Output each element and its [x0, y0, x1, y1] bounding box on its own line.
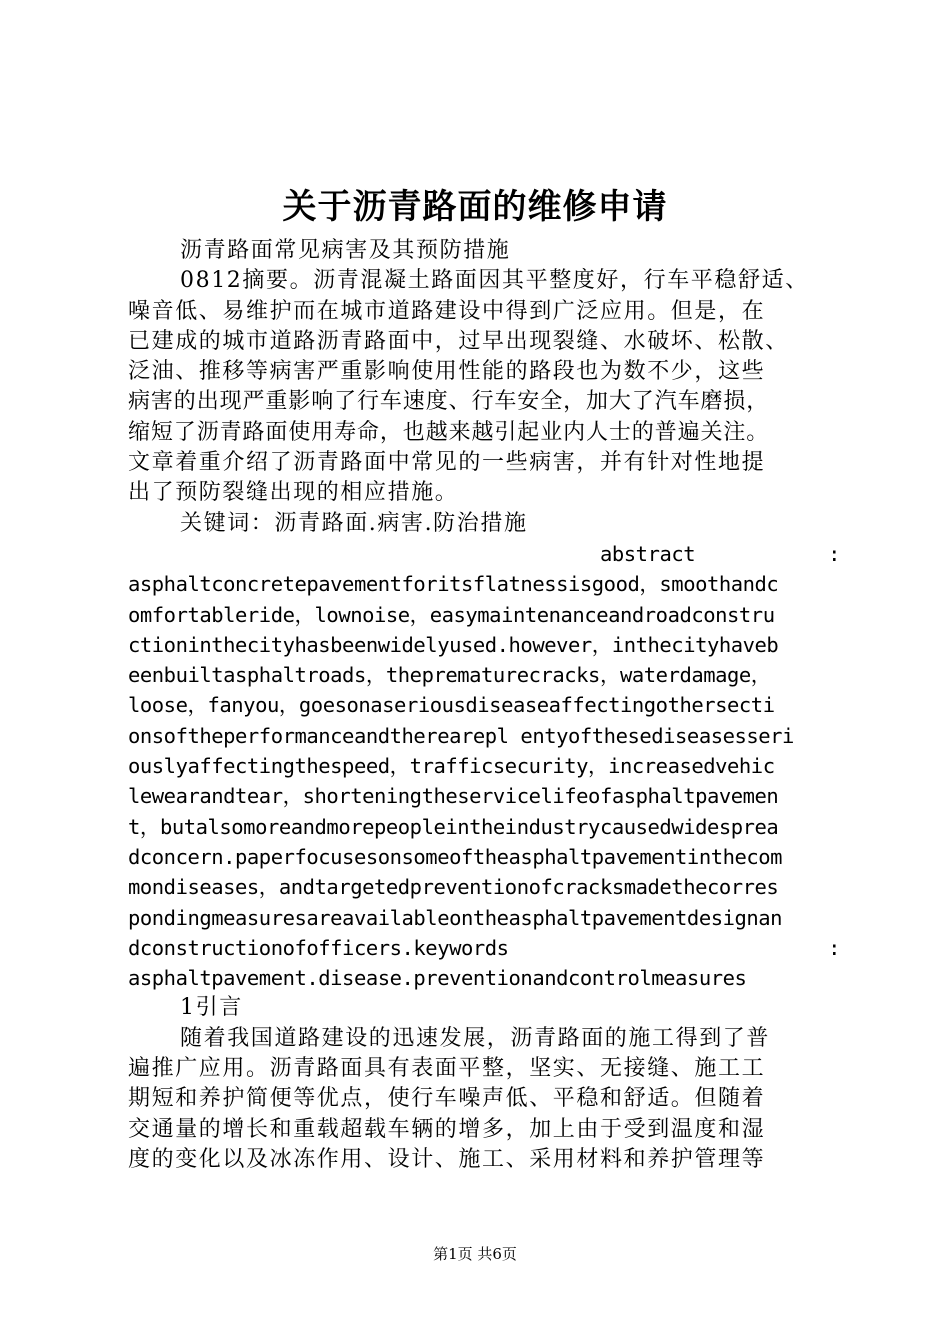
abstract-colon: :: [828, 541, 840, 566]
abstract-line: 出了预防裂缝出现的相应措施。: [128, 480, 459, 506]
subtitle-line: 沥青路面常见病害及其预防措施: [180, 238, 511, 263]
english-line: ctioninthecityhasbeenwidelyused.however，inthecityhaveb: [128, 632, 779, 657]
english-keywords-heading: [128, 933, 840, 963]
section-heading: 1引言: [180, 995, 243, 1021]
body-line: 交通量的增长和重载超载车辆的增多，加上由于受到温度和湿: [128, 1116, 766, 1142]
body-line: 期短和养护简便等优点，使行车噪声低、平稳和舒适。但随着: [128, 1086, 766, 1112]
page-footer: 第1页 共6页: [433, 1245, 517, 1263]
english-line: lewearandtear，shorteningtheservicelifeofasphaltpavemen: [128, 784, 779, 809]
english-line: omfortableride，lownoise，easymaintenanceandroadconstru: [128, 602, 775, 627]
abstract-label: abstract: [600, 541, 696, 566]
english-line: dconcern.paperfocusesonsomeoftheasphaltpavementinthecom: [128, 844, 783, 869]
body-line: 遍推广应用。沥青路面具有表面平整，坚实、无接缝、施工工: [128, 1056, 766, 1082]
body-line: 随着我国道路建设的迅速发展，沥青路面的施工得到了普: [180, 1025, 771, 1051]
abstract-line: 噪音低、易维护而在城市道路建设中得到广泛应用。但是，在: [128, 298, 766, 324]
english-line: eenbuiltasphaltroads，theprematurecracks，waterdamage，: [128, 663, 771, 688]
english-keywords-line: asphaltpavement.disease.preventionandcontrolmeasures: [128, 966, 747, 991]
document-title: 关于沥青路面的维修申请: [282, 187, 668, 227]
keywords-line: 关键词：沥青路面.病害.防治措施: [180, 510, 528, 536]
english-abstract-heading: [128, 539, 840, 569]
english-line: t，butalsomoreandmorepeopleintheindustrycausedwidesprea: [128, 814, 779, 839]
abstract-line: 文章着重介绍了沥青路面中常见的一些病害，并有针对性地提: [128, 450, 766, 476]
english-line: asphaltconcretepavementforitsflatnessisgood，smoothandc: [128, 572, 779, 597]
english-line: ouslyaffectingthespeed，trafficsecurity，increasedvehic: [128, 754, 775, 779]
english-line: onsoftheperformanceandtherearepl entyofthesediseasesseri: [128, 723, 794, 748]
abstract-line: 0812摘要。沥青混凝土路面因其平整度好，行车平稳舒适、: [180, 268, 809, 294]
abstract-line: 病害的出现严重影响了行车速度、行车安全，加大了汽车磨损，: [128, 389, 770, 415]
keywords-colon: :: [828, 935, 840, 960]
abstract-line: 泛油、推移等病害严重影响使用性能的路段也为数不少，这些: [128, 359, 766, 385]
body-line: 度的变化以及冰冻作用、设计、施工、采用材料和养护管理等: [128, 1146, 766, 1172]
english-line: loose，fanyou，goesonaseriousdiseaseaffectingothersecti: [128, 693, 775, 718]
english-line: mondiseases，andtargetedpreventionofcracksmadethecorres: [128, 875, 779, 900]
abstract-line: 已建成的城市道路沥青路面中，过早出现裂缝、水破坏、松散、: [128, 328, 789, 354]
keywords-label: dconstructionofofficers.keywords: [128, 935, 509, 960]
document-body: [128, 236, 840, 1175]
english-line: pondingmeasuresareavailableontheasphaltpavementdesignan: [128, 905, 783, 930]
abstract-line: 缩短了沥青路面使用寿命，也越来越引起业内人士的普遍关注。: [128, 419, 770, 445]
